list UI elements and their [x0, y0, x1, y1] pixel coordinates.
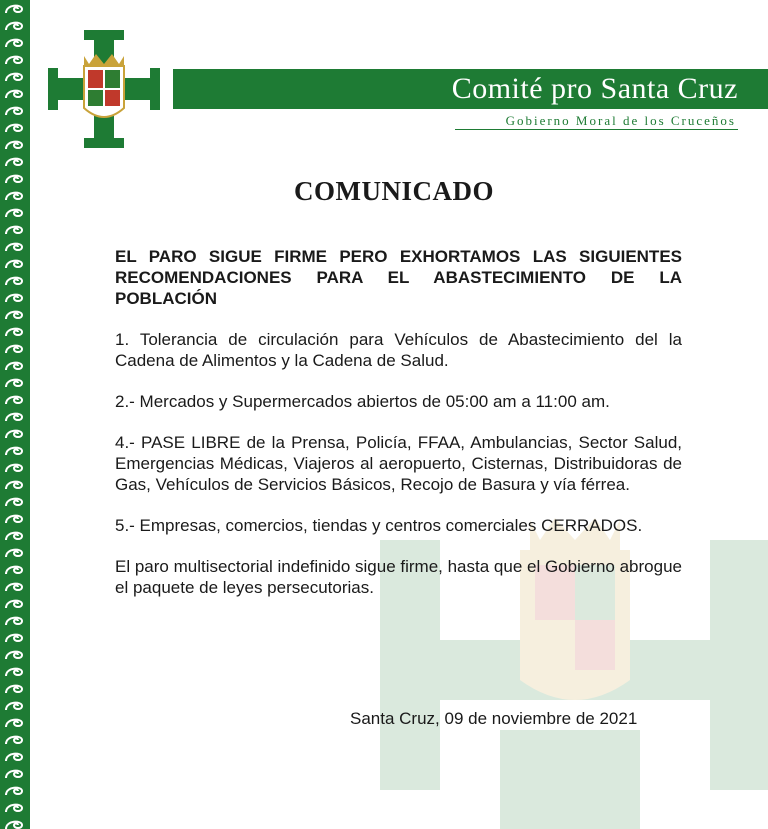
decorative-border — [0, 0, 30, 829]
place-and-date: Santa Cruz, 09 de noviembre de 2021 — [350, 709, 638, 728]
closing-statement: El paro multisectorial indefinido sigue firme, hasta que el Gobierno abrogue el paquete de leyes persecutorias. — [115, 557, 682, 597]
list-item: 5.- Empresas, comercios, tiendas y centros comerciales CERRADOS. — [115, 516, 643, 535]
organization-subtitle: Gobierno Moral de los Cruceños — [505, 113, 736, 128]
list-item: 1. Tolerancia de circulación para Vehículos de Abastecimiento del la Cadena de Alimentos y la Cadena de Salud. — [115, 330, 682, 370]
subtitle-underline — [455, 129, 738, 130]
coat-of-arms-logo — [48, 30, 160, 148]
lead-statement: EL PARO SIGUE FIRME PERO EXHORTAMOS LAS SIGUIENTES RECOMENDACIONES PARA EL ABASTECIMIENTO DE LA POBLACIÓN — [115, 247, 682, 308]
wave-pattern-icon — [0, 0, 30, 829]
document-title: COMUNICADO — [294, 176, 494, 206]
list-item: 2.- Mercados y Supermercados abiertos de 05:00 am a 11:00 am. — [115, 392, 610, 411]
list-item: 4.- PASE LIBRE de la Prensa, Policía, FFAA, Ambulancias, Sector Salud, Emergencias Médicas, Viajeros al aeropuerto, Cisternas, Distribuidoras de Gas, Vehículos de Servicios Básicos, Recojo de Basura y vía férrea. — [115, 433, 682, 494]
organization-name: Comité pro Santa Cruz — [451, 72, 738, 105]
document-body — [115, 246, 682, 598]
